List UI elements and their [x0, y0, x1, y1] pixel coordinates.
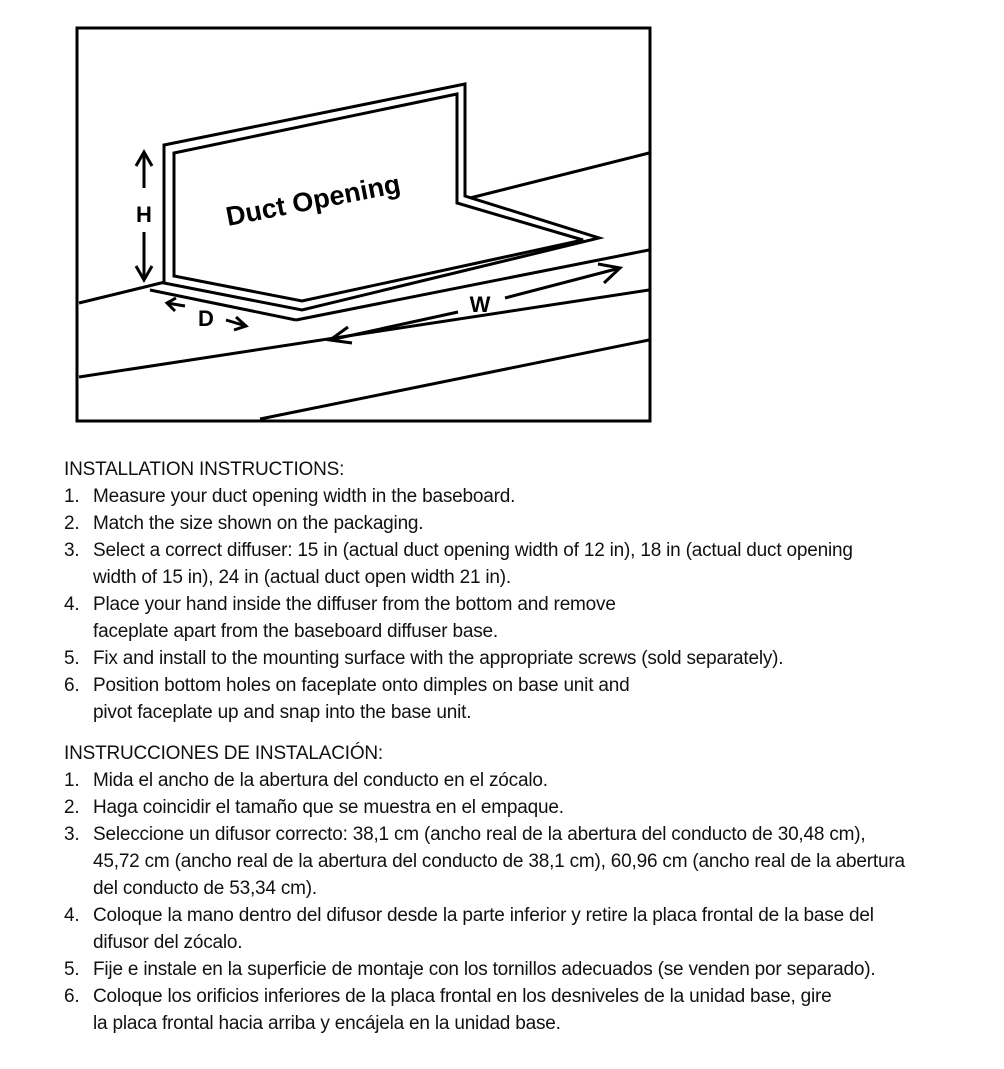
- instruction-step: [64, 956, 964, 983]
- step-text: Coloque los orificios inferiores de la placa frontal en los desniveles de la unidad base, gire la placa frontal hacia arriba y encájela en la unidad base.: [93, 986, 832, 1034]
- instructions-heading: INSTRUCCIONES DE INSTALACIÓN:: [64, 743, 383, 764]
- instruction-step: [64, 672, 964, 726]
- step-number: 6.: [64, 675, 80, 696]
- instruction-step: [64, 902, 964, 956]
- instruction-step: [64, 510, 964, 537]
- step-number: 2.: [64, 513, 80, 534]
- step-text: Measure your duct opening width in the baseboard.: [93, 486, 516, 507]
- step-number: 1.: [64, 770, 80, 791]
- instruction-step: [64, 591, 964, 645]
- step-text: Position bottom holes on faceplate onto dimples on base unit and pivot faceplate up and snap into the base unit.: [93, 675, 630, 723]
- instruction-step: [64, 645, 964, 672]
- step-text: Fije e instale en la superficie de montaje con los tornillos adecuados (se venden por separado).: [93, 959, 876, 980]
- step-number: 3.: [64, 824, 80, 845]
- step-text: Fix and install to the mounting surface with the appropriate screws (sold separately).: [93, 648, 784, 669]
- instructions-heading: INSTALLATION INSTRUCTIONS:: [64, 459, 345, 480]
- step-text: Coloque la mano dentro del difusor desde la parte inferior y retire la placa frontal de la base del difusor del zócalo.: [93, 905, 874, 953]
- step-number: 4.: [64, 905, 80, 926]
- installation-instructions-spanish: [64, 740, 964, 1037]
- step-number: 2.: [64, 797, 80, 818]
- step-number: 6.: [64, 986, 80, 1007]
- width-label: W: [469, 292, 491, 317]
- installation-instructions-english: [64, 456, 964, 726]
- step-text: Mida el ancho de la abertura del conducto en el zócalo.: [93, 770, 548, 791]
- step-text: Match the size shown on the packaging.: [93, 513, 424, 534]
- step-number: 5.: [64, 959, 80, 980]
- height-label: H: [136, 202, 152, 227]
- step-text: Place your hand inside the diffuser from the bottom and remove faceplate apart from the baseboard diffuser base.: [93, 594, 616, 642]
- depth-label: D: [198, 306, 214, 331]
- instructions-list: [64, 767, 964, 1037]
- instruction-step: [64, 821, 964, 902]
- instructions-list: [64, 483, 964, 726]
- step-number: 5.: [64, 648, 80, 669]
- step-text: Select a correct diffuser: 15 in (actual duct opening width of 12 in), 18 in (actual duct opening width of 15 in), 24 in (actual duct open width 21 in).: [93, 540, 853, 588]
- step-text: Haga coincidir el tamaño que se muestra en el empaque.: [93, 797, 564, 818]
- step-number: 1.: [64, 486, 80, 507]
- instruction-step: [64, 794, 964, 821]
- duct-opening-diagram: [0, 0, 1004, 440]
- step-number: 3.: [64, 540, 80, 561]
- duct-opening-label: Duct Opening: [223, 168, 403, 232]
- step-number: 4.: [64, 594, 80, 615]
- instruction-step: [64, 767, 964, 794]
- instruction-step: [64, 483, 964, 510]
- instruction-step: [64, 537, 964, 591]
- instruction-step: [64, 983, 964, 1037]
- step-text: Seleccione un difusor correcto: 38,1 cm (ancho real de la abertura del conducto de 30,48 cm), 45,72 cm (ancho real de la abertura del conducto de 38,1 cm), 60,96 cm (ancho real de la abertura del conducto de 53,34 cm).: [93, 824, 905, 899]
